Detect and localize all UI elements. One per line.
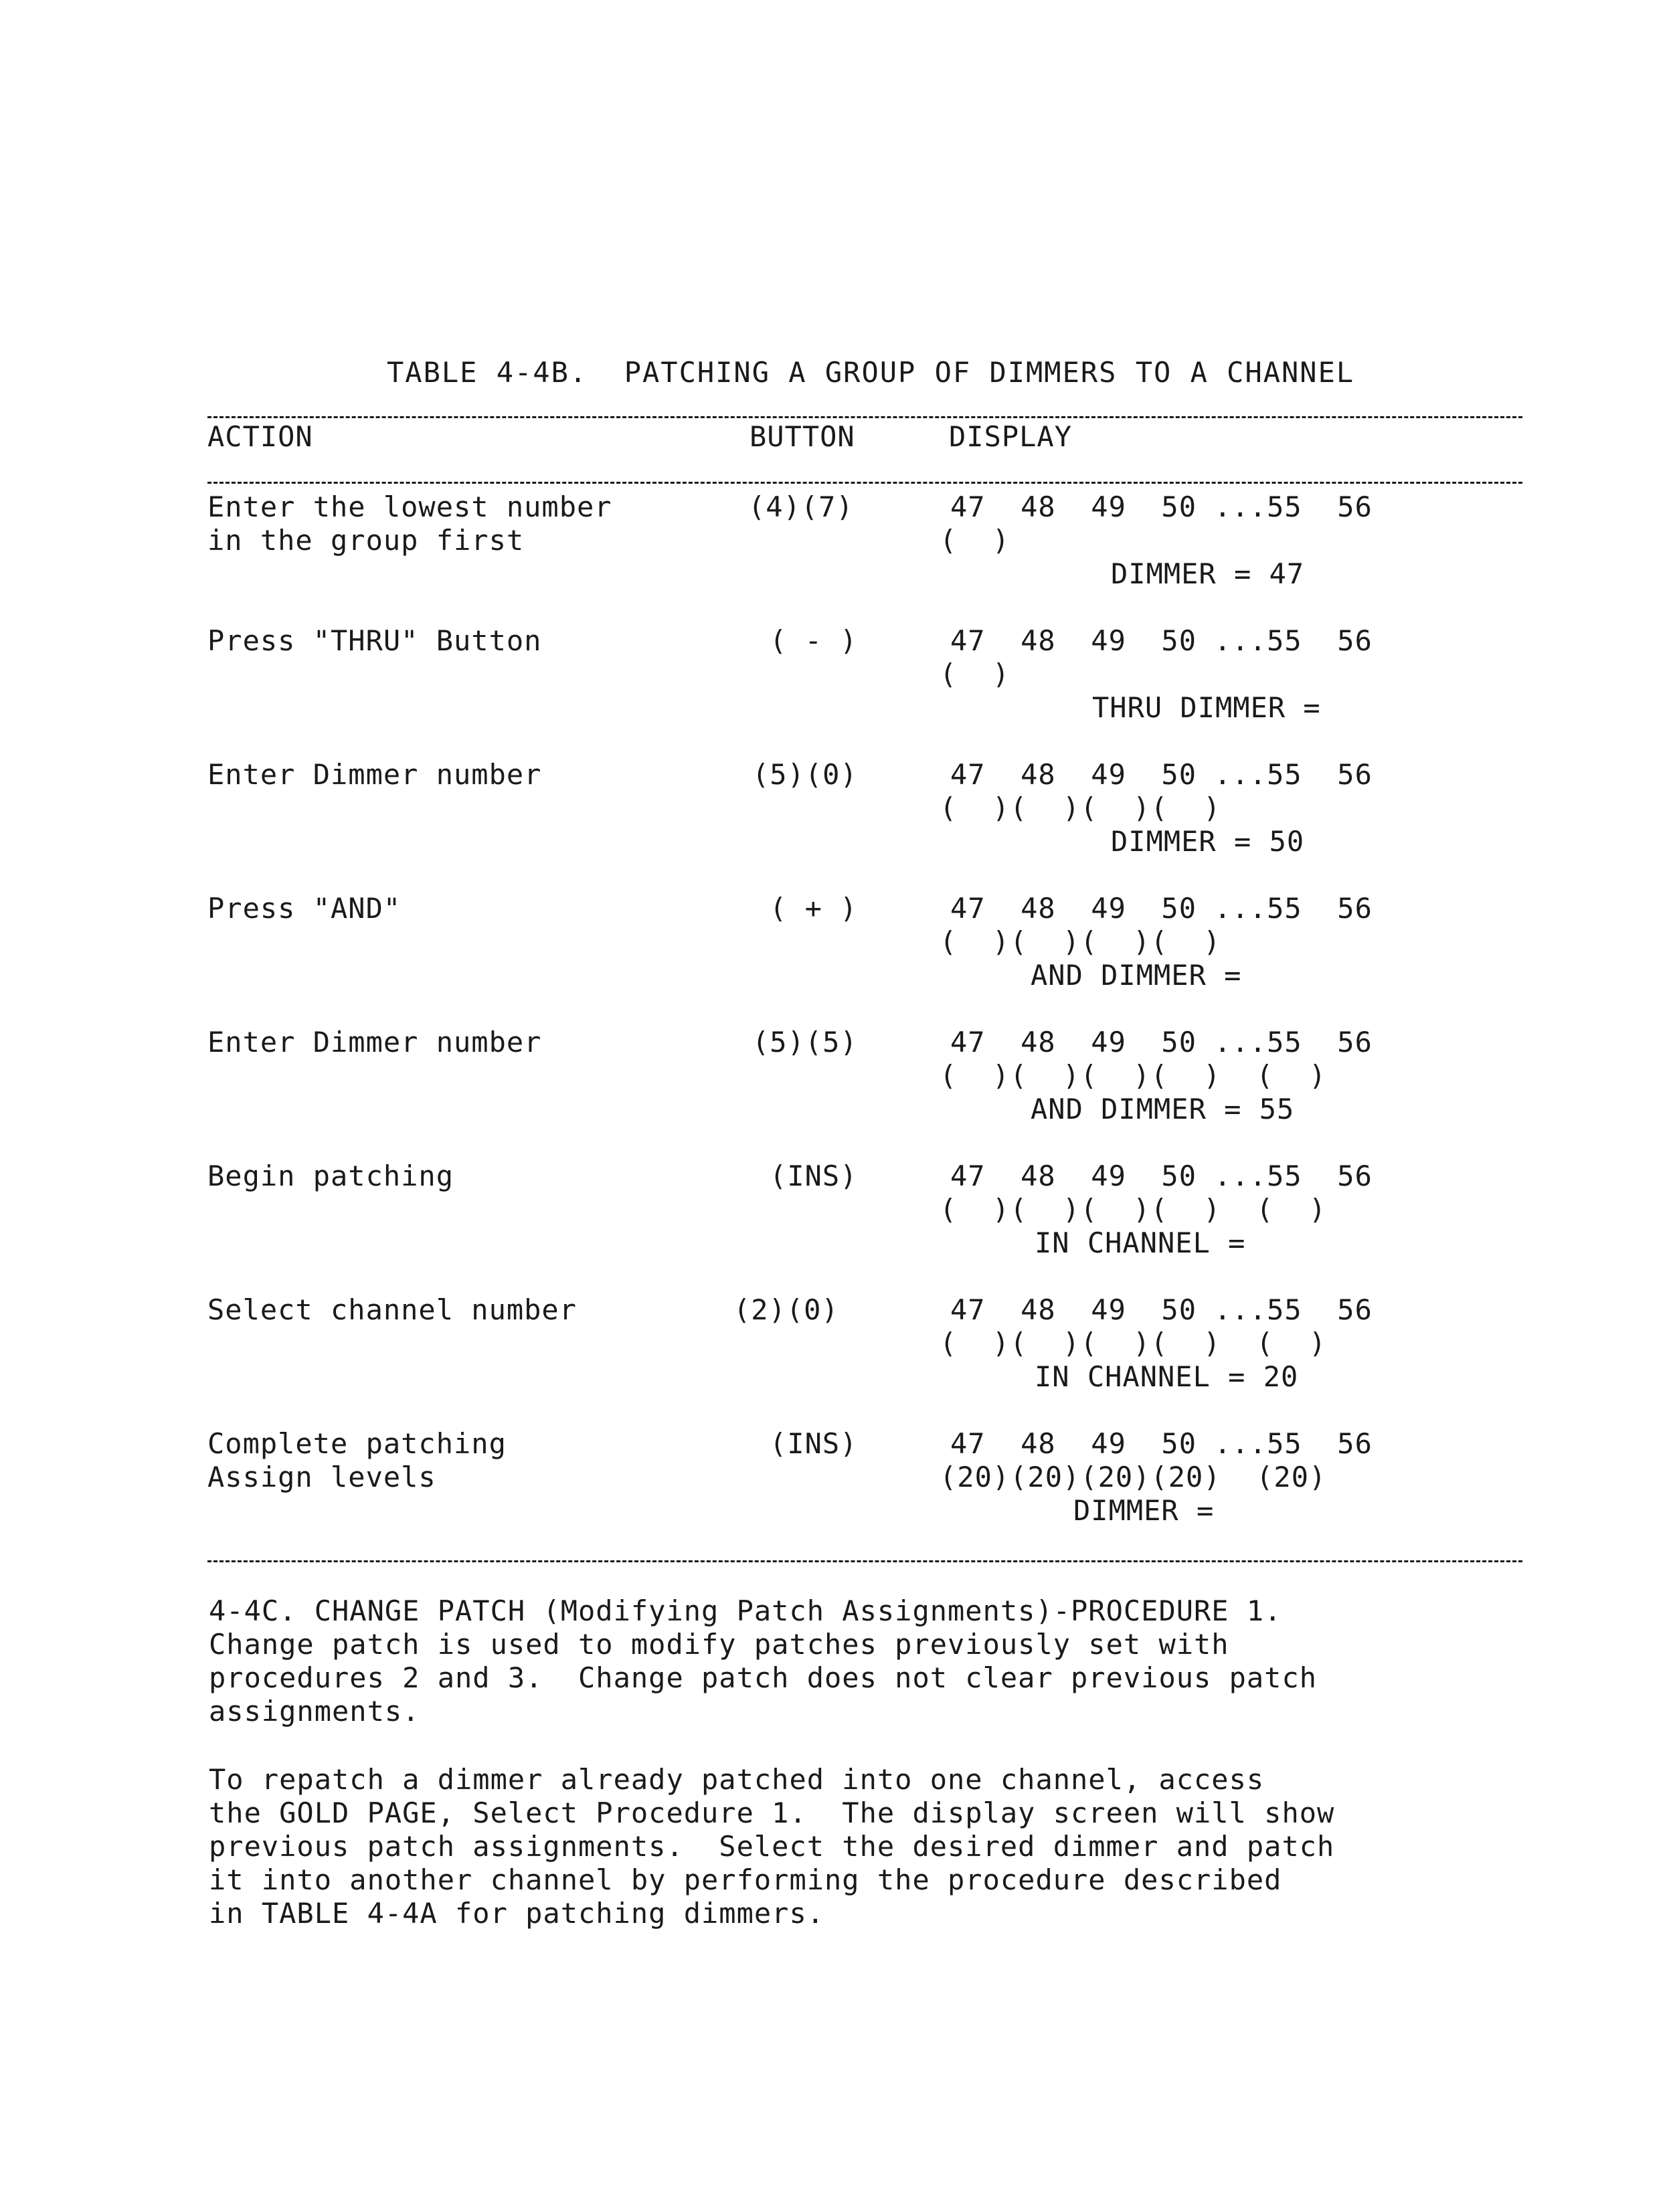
table-title: TABLE 4-4B. PATCHING A GROUP OF DIMMERS TO A CHANNEL — [387, 356, 1355, 389]
header-button: BUTTON — [749, 420, 855, 453]
row-action-line: Select channel number — [207, 1293, 578, 1326]
row-action-line: Enter Dimmer number — [207, 1026, 542, 1058]
row-display-marks: ( ) — [940, 524, 1010, 557]
row-display-numbers: 47 48 49 50 ...55 56 — [950, 892, 1373, 925]
row-display-numbers: 47 48 49 50 ...55 56 — [950, 624, 1373, 657]
row-display-status: IN CHANNEL = 20 — [1035, 1360, 1299, 1393]
row-display-marks: ( )( )( )( ) ( ) — [940, 1193, 1327, 1226]
paragraph-line: To repatch a dimmer already patched into one channel, access — [209, 1763, 1265, 1796]
row-display-numbers: 47 48 49 50 ...55 56 — [950, 490, 1373, 523]
row-display-numbers: 47 48 49 50 ...55 56 — [950, 758, 1373, 791]
row-display-numbers: 47 48 49 50 ...55 56 — [950, 1427, 1373, 1460]
header-bottom-rule — [207, 482, 1522, 484]
row-button: (INS) — [770, 1160, 858, 1192]
row-button: ( + ) — [770, 892, 858, 925]
row-action-line: Complete patching — [207, 1427, 507, 1460]
row-display-marks: (20)(20)(20)(20) (20) — [940, 1461, 1327, 1493]
row-display-marks: ( ) — [940, 658, 1010, 690]
paragraph-line: Change patch is used to modify patches previously set with — [209, 1628, 1229, 1661]
row-button: (4)(7) — [748, 490, 854, 523]
paragraph-line: previous patch assignments. Select the desired dimmer and patch — [209, 1830, 1335, 1863]
row-display-status: DIMMER = 47 — [1111, 557, 1305, 590]
header-action: ACTION — [207, 420, 313, 453]
paragraph-line: in TABLE 4-4A for patching dimmers. — [209, 1897, 825, 1930]
paragraph-line: the GOLD PAGE, Select Procedure 1. The display screen will show — [209, 1796, 1335, 1829]
table-bottom-rule — [207, 1560, 1522, 1562]
row-action-line: Press "AND" — [207, 892, 402, 925]
row-display-status: AND DIMMER = 55 — [1031, 1093, 1295, 1125]
row-action-line: Press "THRU" Button — [207, 624, 542, 657]
row-display-status: DIMMER = — [1073, 1494, 1215, 1527]
row-display-numbers: 47 48 49 50 ...55 56 — [950, 1160, 1373, 1192]
row-button: (5)(0) — [752, 758, 858, 791]
row-button: (INS) — [770, 1427, 858, 1460]
row-action-line: Begin patching — [207, 1160, 454, 1192]
row-display-numbers: 47 48 49 50 ...55 56 — [950, 1026, 1373, 1058]
header-top-rule — [207, 416, 1522, 418]
row-action-line: Assign levels — [207, 1461, 436, 1493]
row-display-status: DIMMER = 50 — [1111, 825, 1305, 858]
row-button: (5)(5) — [752, 1026, 858, 1058]
paragraph-line: procedures 2 and 3. Change patch does not clear previous patch — [209, 1661, 1318, 1694]
row-display-marks: ( )( )( )( ) — [940, 792, 1221, 824]
row-action-line: in the group first — [207, 524, 525, 557]
row-display-marks: ( )( )( )( ) ( ) — [940, 1327, 1327, 1360]
row-button: (2)(0) — [733, 1293, 839, 1326]
paragraph-line: 4-4C. CHANGE PATCH (Modifying Patch Assignments)-PROCEDURE 1. — [209, 1594, 1282, 1627]
row-display-status: AND DIMMER = — [1031, 959, 1242, 992]
row-display-marks: ( )( )( )( ) ( ) — [940, 1059, 1327, 1092]
row-display-numbers: 47 48 49 50 ...55 56 — [950, 1293, 1373, 1326]
row-display-status: THRU DIMMER = — [1092, 691, 1321, 724]
row-display-marks: ( )( )( )( ) — [940, 925, 1221, 958]
paragraph-line: it into another channel by performing the procedure described — [209, 1863, 1282, 1896]
paragraph-line: assignments. — [209, 1695, 420, 1728]
row-action-line: Enter the lowest number — [207, 490, 612, 523]
header-display: DISPLAY — [949, 420, 1073, 453]
row-display-status: IN CHANNEL = — [1035, 1226, 1246, 1259]
row-button: ( - ) — [770, 624, 858, 657]
row-action-line: Enter Dimmer number — [207, 758, 542, 791]
